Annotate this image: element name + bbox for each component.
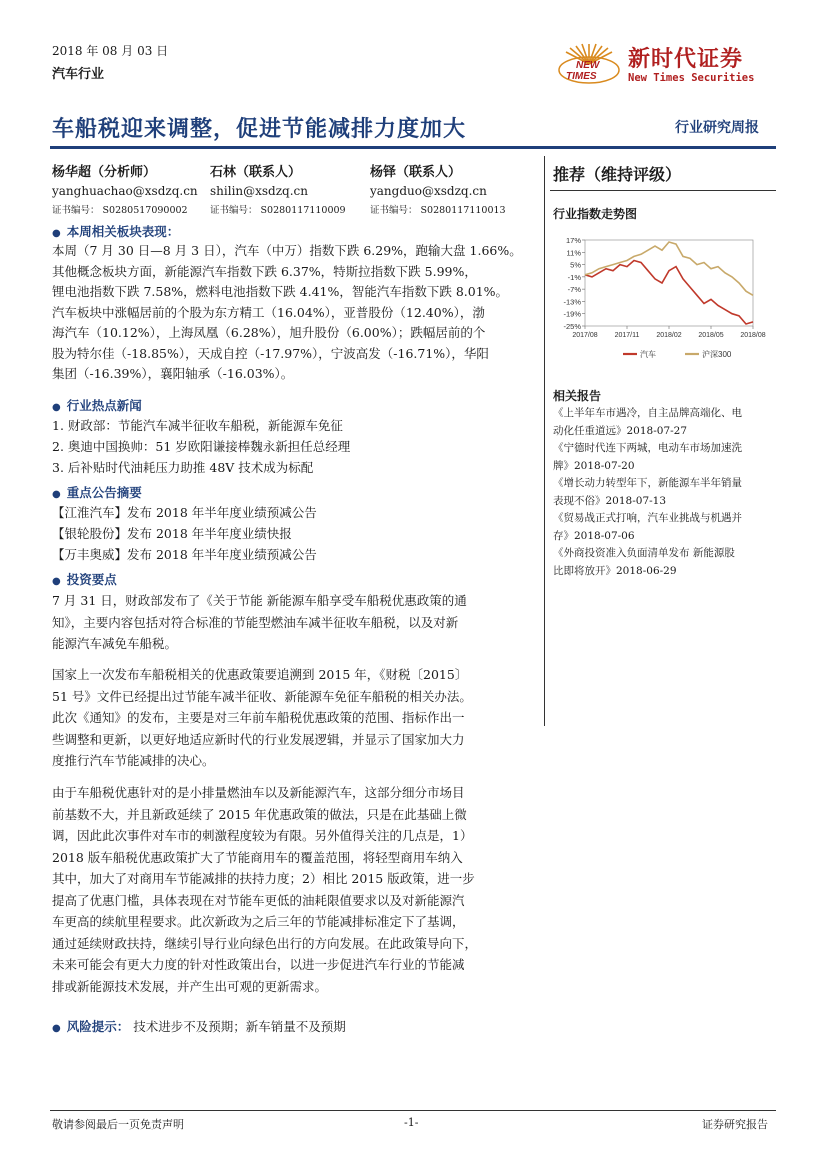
- invest-paragraph-2: 国家上一次发布车船税相关的优惠政策要追溯到 2015 年，《财税〔2015〕 51 号》文件已经提出过节能车减半征收、新能源车免征车船税的相关办法。 此次《通知》的发布，主要是对三年前车船税优惠政策的范围、指标作出一 些调整和更新，以更好地适应新时代的行业发展逻辑，并显示了国家加大力 度推行汽车节能减排的决心。: [52, 667, 472, 768]
- y-tick-label: -7%: [567, 285, 581, 295]
- logo-text-times: TIMES: [566, 71, 597, 82]
- invest-paragraph-1: 7 月 31 日，财政部发布了《关于节能 新能源车船享受车船税优惠政策的通 知》，主要内容包括对符合标准的节能型燃油车减半征收车船税，以及对新 能源汽车减免车船税。: [52, 593, 467, 651]
- related-report-item[interactable]: 《贸易战正式打响，汽车业挑战与机遇并 存》2018-07-06: [553, 512, 742, 542]
- y-tick-label: 17%: [565, 236, 581, 245]
- related-report-item[interactable]: 《上半年车市遇冷，自主品牌高端化、电 动化任重道远》2018-07-27: [553, 407, 742, 437]
- trend-chart-title: 行业指数走势图: [553, 207, 638, 221]
- related-reports-list: [553, 405, 775, 580]
- brand-name-en: New Times Securities: [628, 72, 755, 84]
- y-tick-label: -13%: [563, 297, 581, 307]
- section-notices-title: ● 重点公告摘要: [52, 483, 142, 501]
- legend-label: 汽车: [640, 350, 656, 359]
- notice-item: 【银轮股份】发布 2018 年半年度业绩快报: [52, 526, 292, 541]
- analyst-card: [370, 163, 506, 220]
- related-report-item[interactable]: 《宁德时代连下两城，电动车市场加速洗 牌》2018-07-20: [553, 442, 742, 472]
- notice-item: 【万丰奥威】发布 2018 年半年度业绩预减公告: [52, 547, 317, 562]
- x-tick-label: 2017/11: [614, 332, 640, 339]
- notices-list: [52, 502, 317, 565]
- footer-label: 证券研究报告: [702, 1118, 768, 1131]
- news-item: 2. 奥迪中国换帅：51 岁欧阳谦接棒魏永新担任总经理: [52, 439, 351, 454]
- legend-label: 沪深300: [702, 350, 732, 359]
- y-tick-label: -1%: [567, 272, 581, 282]
- section-hot-news-title: ● 行业热点新闻: [52, 396, 142, 414]
- news-item: 3. 后补贴时代油耗压力助推 48V 技术成为标配: [52, 460, 314, 475]
- title-divider: [50, 146, 776, 149]
- invest-paragraph-3: 由于车船税优惠针对的是小排量燃油车以及新能源汽车，这部分细分市场目 前基数不大，并且新政延续了 2015 年优惠政策的做法，只是在此基础上微 调，因此此次事件对车市的刺激程度较为有限。另外值得关注的几点是，1） 2018 版车船税优惠政策扩大了节能商用车的覆盖范围，将轻型商用车纳入 其中，加大了对商用车节能减排的扶持力度；2）相比 2015 版政策，进一步 提高了优惠门槛，具体表现在对节能车更低的油耗限值要求以及对新能源汽 车更高的续航里程要求。此次新政为之后三年的节能减排标准定下了基调， 通过延续财政扶持，继续引导行业向绿色出行的方向发展。在此政策导向下， 未来可能会有更大力度的针对性政策出台，以进一步促进汽车行业的节能减 排或新能源技术发展，并产生出可观的更新需求。: [52, 785, 478, 994]
- analyst-card: [210, 163, 346, 220]
- chart-plot-area: [585, 240, 753, 326]
- industry-trend-chart: [553, 232, 775, 367]
- news-item: 1. 财政部：节能汽车减半征收车船税，新能源车免征: [52, 418, 343, 433]
- related-report-item[interactable]: 《增长动力转型年下，新能源车半年销量 表现不俗》2018-07-13: [553, 477, 742, 507]
- rating-divider: [550, 190, 776, 191]
- analyst-cert: 证书编号： S0280517090002: [52, 205, 188, 216]
- report-date: 2018 年 08 月 03 日: [52, 44, 169, 58]
- series-line-hs300: [585, 242, 753, 295]
- brand-logo: [552, 42, 626, 86]
- analyst-card: [52, 163, 198, 220]
- footer-disclaimer[interactable]: 敬请参阅最后一页免责声明: [52, 1118, 184, 1131]
- x-tick-label: 2018/02: [656, 332, 682, 339]
- section-weekly-title: ● 本周相关板块表现：: [52, 222, 179, 240]
- x-tick-label: 2018/08: [740, 332, 766, 339]
- risk-notice: [52, 1017, 346, 1035]
- industry-label: 汽车行业: [52, 67, 105, 82]
- weekly-performance-text: 本周（7 月 30 日—8 月 3 日），汽车（中万）指数下跌 6.29%，跑输大盘 1.66%。 其他概念板块方面，新能源汽车指数下跌 6.37%，特斯拉指数下跌 5.99%， 锂电池指数下跌 7.58%，燃料电池指数下跌 4.41%，智能汽车指数下跌 8.01%。 汽车板块中涨幅居前的个股为东方精工（16.04%），亚普股份（12.40%），渤 海汽车（10.12%），上海凤凰（6.28%），旭升股份（6.00%）；跌幅居前的个 股为特尔佳（-18.85%），天成自控（-17.97%），宁波高发（-16.71%），华阳 集团（-16.39%），襄阳轴承（-16.03%）。: [52, 243, 522, 381]
- page-number: -1-: [404, 1116, 419, 1129]
- analyst-name: 杨华超（分析师）: [52, 165, 157, 180]
- analyst-name: 石林（联系人）: [210, 165, 302, 180]
- analyst-cert: 证书编号： S0280117110013: [370, 205, 506, 216]
- footer-divider: [50, 1110, 776, 1111]
- analyst-email[interactable]: shilin@xsdzq.cn: [210, 184, 309, 198]
- series-line-auto: [585, 261, 753, 325]
- rating-label: 推荐（维持评级）: [553, 165, 682, 184]
- section-invest-title: ● 投资要点: [52, 570, 117, 588]
- hot-news-list: [52, 415, 350, 478]
- column-divider: [544, 156, 545, 726]
- y-tick-label: -25%: [563, 322, 581, 331]
- related-reports-title: 相关报告: [553, 389, 602, 403]
- notice-item: 【江淮汽车】发布 2018 年半年度业绩预减公告: [52, 505, 317, 520]
- analyst-email[interactable]: yangduo@xsdzq.cn: [370, 184, 487, 198]
- risk-text: 技术进步不及预期；新车销量不及预期: [133, 1019, 346, 1034]
- y-tick-label: 11%: [566, 248, 581, 258]
- risk-label: ● 风险提示：: [52, 1019, 129, 1034]
- analyst-email[interactable]: yanghuachao@xsdzq.cn: [52, 184, 198, 198]
- related-report-item[interactable]: 《外商投资准入负面清单发布 新能源股 比即将放开》2018-06-29: [553, 547, 735, 577]
- y-tick-label: 5%: [570, 260, 581, 270]
- brand-name-cn: 新时代证券: [628, 46, 744, 72]
- x-tick-label: 2018/05: [698, 332, 724, 339]
- logo-text-new: NEW: [576, 60, 600, 71]
- analyst-cert: 证书编号： S0280117110009: [210, 205, 346, 216]
- report-title: 车船税迎来调整，促进节能减排力度加大: [52, 116, 467, 142]
- x-tick-label: 2017/08: [572, 332, 598, 339]
- analyst-name: 杨铎（联系人）: [370, 165, 462, 180]
- report-type: 行业研究周报: [675, 120, 759, 136]
- y-tick-label: -19%: [563, 309, 581, 319]
